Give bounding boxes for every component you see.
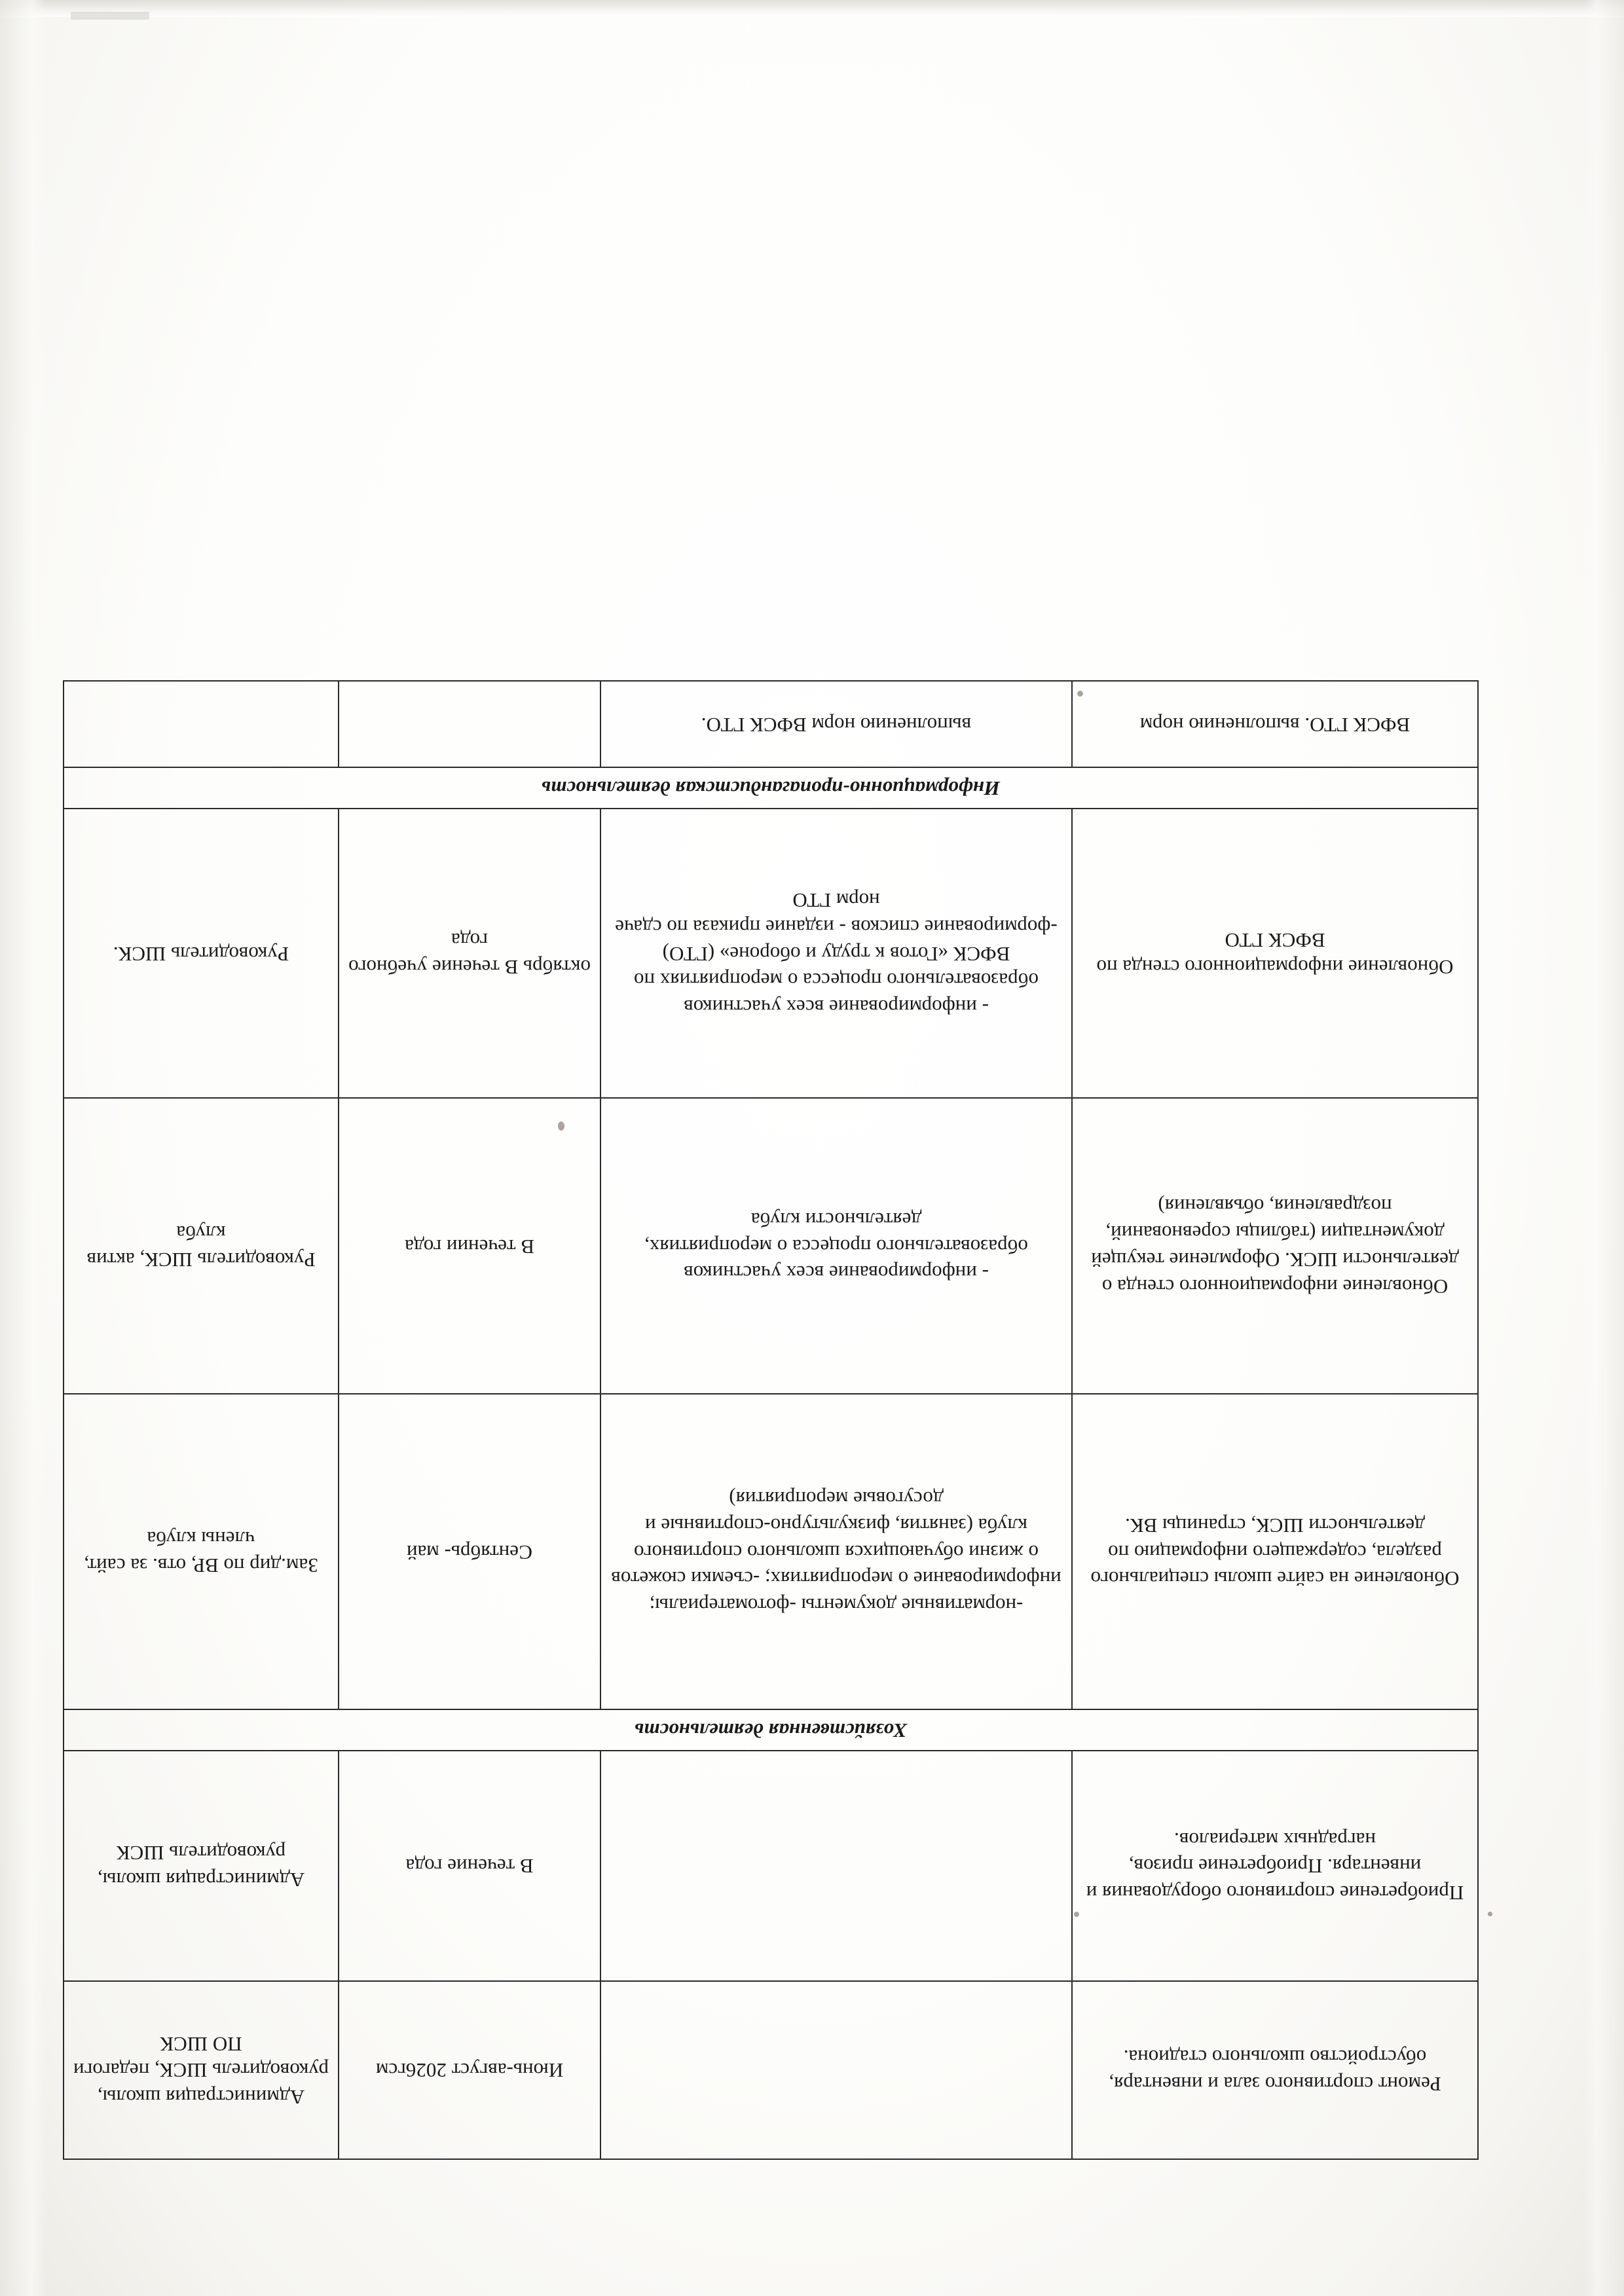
table-row — [64, 1098, 1478, 1394]
row-1-details — [600, 1981, 1072, 2159]
row-2-details — [600, 1751, 1072, 1981]
row-5-term: октябрь В течение учебного года — [339, 809, 600, 1098]
row-4-term: В течении года — [339, 1098, 600, 1394]
row-4-details: - информирование всех участников образовательного процесса о мероприятиях, деятельности клуба — [600, 1098, 1072, 1394]
row-2-responsible: Администрация школы, руководитель ШСК — [64, 1751, 339, 1981]
row-2-term: В течение года — [339, 1751, 600, 1981]
section-title-economic: Хозяйственная деятельность — [64, 1709, 1478, 1751]
table-row — [64, 1394, 1478, 1709]
plan-table-body — [64, 681, 1478, 2159]
table-section-row — [64, 767, 1478, 809]
row-3-activity: Обновление на сайте школы специального раздела, содержащего информацию по деятельности ШСК, страницы ВК. — [1072, 1394, 1478, 1709]
row-1-responsible: Администрация школы, руководитель ШСК, педагоги ПО ШСК — [64, 1981, 339, 2159]
section-title-information: Информационно-пропагандистская деятельность — [64, 767, 1478, 809]
row-6-term — [339, 681, 600, 767]
row-1-activity: Ремонт спортивного зала и инвентаря, обустройство школьного стадиона. — [1072, 1981, 1478, 2159]
row-5-details: - информирование всех участников образовательного процесса о мероприятиях по ВФСК «Готов к труду и обороне» (ГТО) -формирование списков - издание приказа по сдаче норм ГТО — [600, 809, 1072, 1098]
row-3-term: Сентябрь- май — [339, 1394, 600, 1709]
row-6-activity: ВФСК ГТО. выполнению норм — [1072, 681, 1478, 767]
table-row — [64, 681, 1478, 767]
row-3-responsible: Зам.дир по ВР, отв. за сайт, члены клуба — [64, 1394, 339, 1709]
row-5-activity: Обновление информационного стенда по ВФСК ГТО — [1072, 809, 1478, 1098]
row-6-details: выполнению норм ВФСК ГТО. — [600, 681, 1072, 767]
row-3-details: -нормативные документы -фотоматериалы; информирование о мероприятиях; -съемки сюжетов о жизни обучающихся школьного спортивного клуба (занятия, физкультурно-спортивные и досуговые мероприятия) — [600, 1394, 1072, 1709]
row-4-responsible: Руководитель ШСК, актив клуба — [64, 1098, 339, 1394]
row-1-term: Июнь-август 2026гсм — [339, 1981, 600, 2159]
row-4-activity: Обновление информационного стенда о деятельности ШСК. Оформление текущей документации (таблицы соревнований, поздравления, объявления) — [1072, 1098, 1478, 1394]
row-5-responsible: Руководитель ШСК. — [64, 809, 339, 1098]
table-section-row — [64, 1709, 1478, 1751]
table-row — [64, 1751, 1478, 1981]
row-6-responsible — [64, 681, 339, 767]
table-row — [64, 809, 1478, 1098]
table-row — [64, 1981, 1478, 2159]
row-2-activity: Приобретение спортивного оборудования и инвентаря. Приобретение призов, наградных материалов. — [1072, 1751, 1478, 1981]
plan-table — [63, 680, 1479, 2160]
